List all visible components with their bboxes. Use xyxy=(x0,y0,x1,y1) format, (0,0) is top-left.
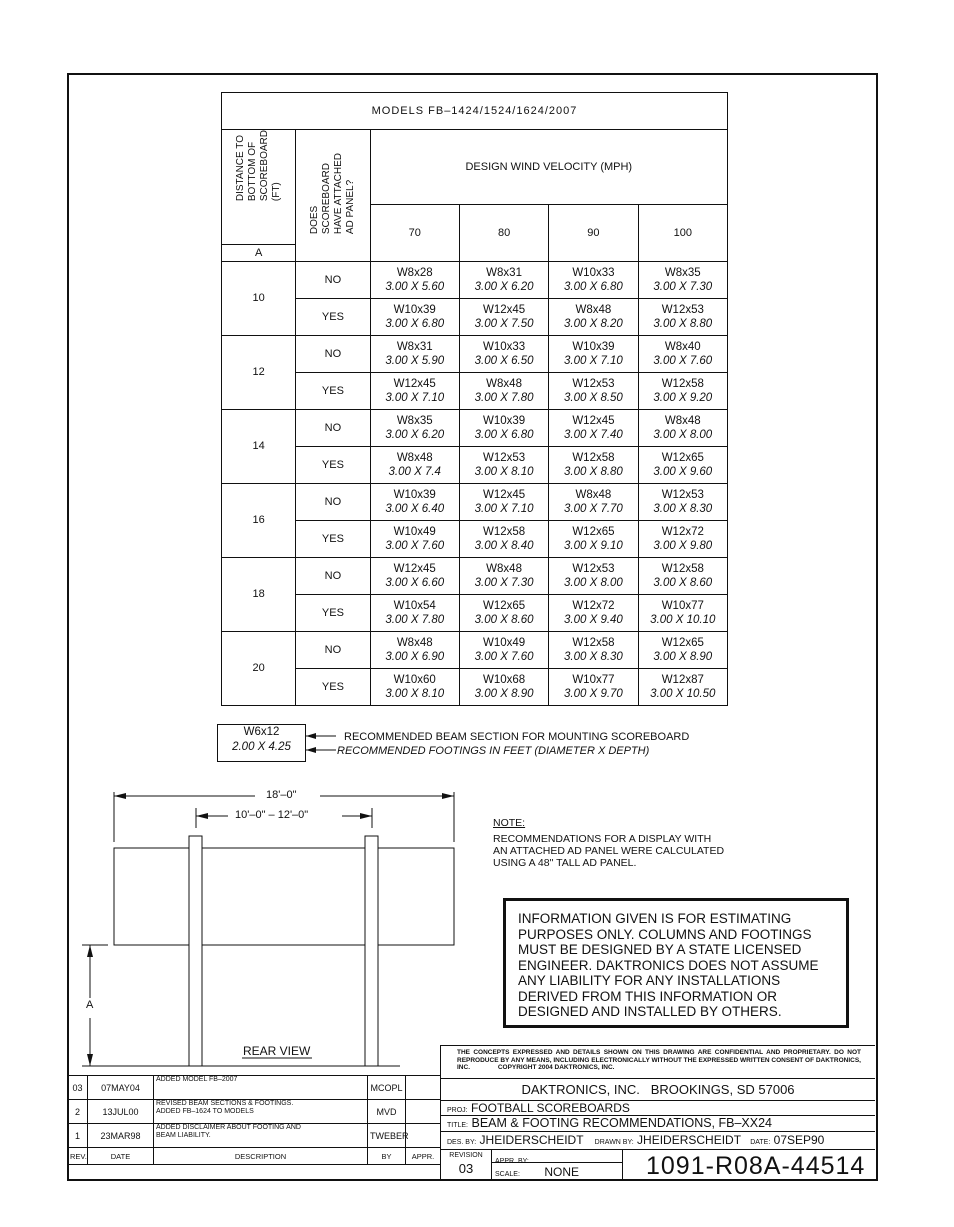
beam-section: W8x48 xyxy=(396,451,433,464)
revision-header-row xyxy=(68,1148,441,1165)
footing-size: 3.00 X 7.70 xyxy=(564,502,623,515)
footing-size: 3.00 X 8.60 xyxy=(474,613,534,626)
date-label: DATE: xyxy=(750,1139,771,1146)
recommendation-cell xyxy=(638,483,727,520)
recommendation-cell xyxy=(638,372,727,409)
recommendation-cell xyxy=(638,520,727,557)
table-row xyxy=(222,335,728,372)
table-row xyxy=(222,594,728,631)
revision-row xyxy=(68,1124,441,1148)
revision-row xyxy=(68,1100,441,1124)
beam-section: W8x31 xyxy=(486,266,522,279)
beam-section: W12x58 xyxy=(661,562,704,575)
velocity-90: 90 xyxy=(549,204,638,261)
recommendation-cell xyxy=(549,520,638,557)
footing-size: 3.00 X 7.10 xyxy=(385,391,445,404)
appr-header: APPR. xyxy=(406,1148,441,1165)
rev-header: REV. xyxy=(68,1148,88,1165)
recommendation-cell xyxy=(549,668,638,705)
rev-appr xyxy=(406,1124,441,1148)
footing-size: 3.00 X 6.50 xyxy=(474,354,534,367)
distance-cell: 10 xyxy=(222,261,296,335)
beam-section: W10x39 xyxy=(393,303,436,316)
beam-section: W12x65 xyxy=(661,636,704,649)
company-line: DAKTRONICS, INC. BROOKINGS, SD 57006 xyxy=(441,1078,875,1100)
footing-size: 3.00 X 7.40 xyxy=(564,428,623,441)
legend-footing: 2.00 X 4.25 xyxy=(232,741,291,753)
footing-size: 3.00 X 8.40 xyxy=(474,539,534,552)
beam-section: W12x58 xyxy=(572,636,615,649)
beam-section: W12x72 xyxy=(661,525,704,538)
distance-header xyxy=(222,130,296,205)
rev-by: TWEBER xyxy=(368,1124,406,1148)
revision-number: 03 xyxy=(458,1161,474,1176)
distance-cell: 16 xyxy=(222,483,296,557)
post-spacing-dimension: 10'–0" – 12'–0" xyxy=(235,809,309,821)
scale-label: SCALE: xyxy=(495,1171,520,1178)
ad-panel-cell: YES xyxy=(296,372,370,409)
designed-by: JHEIDERSCHEIDT xyxy=(479,1133,584,1147)
rev-number: 03 xyxy=(68,1076,88,1100)
beam-section: W12x65 xyxy=(661,451,704,464)
distance-cell: 20 xyxy=(222,631,296,705)
recommendation-cell xyxy=(549,409,638,446)
table-row xyxy=(222,298,728,335)
footing-size: 3.00 X 8.10 xyxy=(474,465,534,478)
beam-section: W10x49 xyxy=(393,525,436,538)
recommendation-cell xyxy=(638,631,727,668)
table-row xyxy=(222,631,728,668)
footing-size: 3.00 X 10.10 xyxy=(650,613,716,626)
recommendation-cell xyxy=(370,594,459,631)
disclaimer-line: DESIGNED AND INSTALLED BY OTHERS. xyxy=(518,1004,782,1019)
designer-line xyxy=(441,1131,875,1149)
ad-panel-cell: NO xyxy=(296,409,370,446)
beam-section: W12x53 xyxy=(572,562,615,575)
rear-view-drawing xyxy=(70,780,470,1070)
rev-number: 2 xyxy=(68,1100,88,1124)
beam-section: W10x68 xyxy=(482,673,526,686)
footing-size: 3.00 X 8.80 xyxy=(653,317,713,330)
beam-section: W10x60 xyxy=(393,673,436,686)
table-row xyxy=(222,483,728,520)
beam-section: W8x48 xyxy=(575,303,612,316)
appr-label: APPR. BY: xyxy=(495,1158,529,1165)
title-label: TITLE: xyxy=(447,1122,469,1129)
rev-appr xyxy=(406,1100,441,1124)
rev-description: REVISED BEAM SECTIONS & FOOTINGS. ADDED FB–1624 TO MODELS xyxy=(154,1100,368,1124)
footing-size: 3.00 X 7.10 xyxy=(474,502,534,515)
recommendation-cell xyxy=(638,668,727,705)
recommendation-cell xyxy=(370,409,459,446)
distance-header-spacer xyxy=(222,204,296,244)
note-text xyxy=(493,833,724,869)
by-header: BY xyxy=(368,1148,406,1165)
rear-view-label: REAR VIEW xyxy=(243,1044,311,1058)
recommendation-cell xyxy=(459,668,548,705)
recommendation-cell xyxy=(638,594,727,631)
footing-size: 3.00 X 6.80 xyxy=(385,317,445,330)
footing-size: 3.00 X 6.20 xyxy=(385,428,445,441)
footing-size: 3.00 X 9.60 xyxy=(653,465,713,478)
note-title: NOTE: xyxy=(493,817,526,829)
recommendation-table xyxy=(221,92,728,706)
confidential-notice xyxy=(441,1045,875,1078)
footing-size: 3.00 X 6.40 xyxy=(385,502,445,515)
distance-letter: A xyxy=(222,244,296,261)
recommendation-cell xyxy=(638,298,727,335)
table-row xyxy=(222,520,728,557)
footing-size: 3.00 X 5.60 xyxy=(385,280,445,293)
beam-section: W12x58 xyxy=(482,525,526,538)
distance-cell: 18 xyxy=(222,557,296,631)
beam-section: W12x87 xyxy=(661,673,704,686)
footing-size: 3.00 X 8.20 xyxy=(564,317,623,330)
table-row xyxy=(222,668,728,705)
recommendation-cell xyxy=(459,520,548,557)
disclaimer-line: MUST BE DESIGNED BY A STATE LICENSED xyxy=(518,942,802,957)
table-row xyxy=(222,372,728,409)
recommendation-cell xyxy=(549,335,638,372)
beam-section: W8x35 xyxy=(396,414,433,427)
footing-size: 3.00 X 8.30 xyxy=(653,502,713,515)
beam-section: W12x45 xyxy=(393,377,436,390)
recommendation-cell xyxy=(370,631,459,668)
ad-panel-cell: NO xyxy=(296,483,370,520)
overall-dimension: 18'–0" xyxy=(266,789,297,801)
ad-panel-header-text: DOES SCOREBOARD HAVE ATTACHED AD PANEL? xyxy=(308,153,356,235)
recommendation-cell xyxy=(459,446,548,483)
disclaimer-line: PURPOSES ONLY. COLUMNS AND FOOTINGS xyxy=(518,926,812,942)
beam-section: W10x33 xyxy=(572,266,615,279)
disclaimer-line: ENGINEER. DAKTRONICS DOES NOT ASSUME xyxy=(518,957,819,973)
ad-panel-cell: YES xyxy=(296,594,370,631)
appr-box xyxy=(491,1150,623,1163)
recommendation-cell xyxy=(370,261,459,298)
revision-box xyxy=(441,1150,492,1181)
footing-size: 3.00 X 10.50 xyxy=(650,687,716,700)
footing-size: 3.00 X 7.60 xyxy=(385,539,445,552)
footing-size: 3.00 X 6.60 xyxy=(385,576,445,589)
ad-panel-cell: NO xyxy=(296,335,370,372)
recommendation-cell xyxy=(370,298,459,335)
rev-description: ADDED MODEL FB–2007 xyxy=(154,1076,368,1100)
rev-date: 13JUL00 xyxy=(88,1100,154,1124)
beam-section: W12x45 xyxy=(482,488,526,501)
footing-size: 3.00 X 7.60 xyxy=(653,354,713,367)
recommendation-cell xyxy=(549,631,638,668)
rev-appr xyxy=(406,1076,441,1100)
table-row xyxy=(222,261,728,298)
beam-section: W10x33 xyxy=(482,340,526,353)
footing-size: 3.00 X 8.90 xyxy=(474,687,534,700)
footing-size: 3.00 X 8.50 xyxy=(564,391,623,404)
recommendation-cell xyxy=(549,298,638,335)
revision-row xyxy=(68,1076,441,1100)
revision-scale-line xyxy=(441,1149,875,1180)
recommendation-cell xyxy=(638,335,727,372)
drawn-label: DRAWN BY: xyxy=(594,1139,634,1146)
beam-section: W12x65 xyxy=(482,599,526,612)
rev-date: 23MAR98 xyxy=(88,1124,154,1148)
recommendation-cell xyxy=(370,446,459,483)
table-title: MODELS FB–1424/1524/1624/2007 xyxy=(222,93,728,130)
scale-box xyxy=(491,1163,623,1181)
beam-section: W12x53 xyxy=(661,303,704,316)
recommendation-cell xyxy=(370,668,459,705)
footing-size: 3.00 X 8.80 xyxy=(564,465,623,478)
legend-box xyxy=(217,724,306,762)
rev-by: MVD xyxy=(368,1100,406,1124)
beam-section: W12x53 xyxy=(482,451,526,464)
table-row xyxy=(222,409,728,446)
beam-section: W12x53 xyxy=(661,488,704,501)
beam-section: W10x49 xyxy=(482,636,526,649)
footing-size: 3.00 X 6.90 xyxy=(385,650,445,663)
title-line xyxy=(441,1115,875,1131)
recommendation-cell xyxy=(638,557,727,594)
copyright-text: COPYRIGHT 2004 DAKTRONICS, INC. xyxy=(497,1064,615,1071)
footing-size: 3.00 X 9.40 xyxy=(564,613,623,626)
ad-panel-cell: YES xyxy=(296,520,370,557)
beam-section: W12x45 xyxy=(572,414,615,427)
footing-size: 3.00 X 7.4 xyxy=(388,465,441,478)
recommendation-cell xyxy=(459,594,548,631)
recommendation-cell xyxy=(459,557,548,594)
recommendation-cell xyxy=(459,298,548,335)
beam-section: W8x48 xyxy=(486,562,522,575)
disclaimer-line: DERIVED FROM THIS INFORMATION OR xyxy=(518,988,778,1004)
ad-panel-cell: YES xyxy=(296,298,370,335)
footing-size: 3.00 X 6.80 xyxy=(474,428,534,441)
beam-section: W8x31 xyxy=(396,340,433,353)
rev-date: 07MAY04 xyxy=(88,1076,154,1100)
drawing-date: 07SEP90 xyxy=(773,1133,825,1147)
recommendation-cell xyxy=(638,261,727,298)
recommendation-cell xyxy=(370,557,459,594)
beam-section: W8x28 xyxy=(396,266,433,279)
footing-size: 3.00 X 7.10 xyxy=(564,354,623,367)
beam-section: W8x35 xyxy=(664,266,701,279)
drawn-by: JHEIDERSCHEIDT xyxy=(637,1133,741,1147)
beam-section: W12x45 xyxy=(393,562,436,575)
note-line: USING A 48" TALL AD PANEL. xyxy=(493,857,637,869)
revision-label: REVISION xyxy=(449,1152,483,1159)
beam-section: W12x65 xyxy=(572,525,615,538)
revision-table xyxy=(67,1075,441,1165)
beam-section: W8x48 xyxy=(396,636,433,649)
recommendation-cell xyxy=(370,372,459,409)
table-row xyxy=(222,446,728,483)
proj-label: PROJ: xyxy=(447,1107,468,1114)
title-block xyxy=(440,1045,875,1180)
recommendation-cell xyxy=(459,335,548,372)
recommendation-cell xyxy=(459,372,548,409)
recommendation-cell xyxy=(638,446,727,483)
ad-panel-cell: NO xyxy=(296,261,370,298)
beam-section: W10x77 xyxy=(661,599,704,612)
beam-section: W12x58 xyxy=(572,451,615,464)
footing-size: 3.00 X 8.00 xyxy=(564,576,623,589)
ad-panel-header xyxy=(296,130,370,262)
beam-section: W10x39 xyxy=(393,488,436,501)
footing-size: 3.00 X 8.30 xyxy=(564,650,623,663)
velocity-70: 70 xyxy=(370,204,459,261)
des-label: DES. BY: xyxy=(447,1139,477,1146)
recommendation-cell xyxy=(638,409,727,446)
recommendation-cell xyxy=(549,446,638,483)
recommendation-cell xyxy=(370,335,459,372)
recommendation-cell xyxy=(370,520,459,557)
recommendation-cell xyxy=(459,631,548,668)
legend-beam: W6x12 xyxy=(243,726,280,738)
footing-size: 3.00 X 6.20 xyxy=(474,280,534,293)
recommendation-cell xyxy=(549,261,638,298)
height-dimension-label: A xyxy=(86,999,94,1011)
beam-section: W10x54 xyxy=(393,599,436,612)
recommendation-cell xyxy=(459,483,548,520)
distance-cell: 14 xyxy=(222,409,296,483)
recommendation-cell xyxy=(549,594,638,631)
ad-panel-cell: NO xyxy=(296,631,370,668)
footing-size: 3.00 X 5.90 xyxy=(385,354,445,367)
project-name: FOOTBALL SCOREBOARDS xyxy=(470,1101,630,1115)
footing-size: 3.00 X 8.90 xyxy=(653,650,713,663)
footing-size: 3.00 X 7.30 xyxy=(474,576,534,589)
table-row xyxy=(222,557,728,594)
rev-number: 1 xyxy=(68,1124,88,1148)
beam-section: W12x45 xyxy=(482,303,526,316)
beam-section: W10x39 xyxy=(482,414,526,427)
ad-panel-cell: YES xyxy=(296,446,370,483)
note-line: AN ATTACHED AD PANEL WERE CALCULATED xyxy=(493,845,725,857)
beam-section: W12x53 xyxy=(572,377,615,390)
recommendation-cell xyxy=(549,557,638,594)
beam-section: W8x48 xyxy=(486,377,522,390)
disclaimer-box xyxy=(503,898,849,1028)
beam-section: W10x39 xyxy=(572,340,615,353)
recommendation-cell xyxy=(370,483,459,520)
drawing-title: BEAM & FOOTING RECOMMENDATIONS, FB–XX24 xyxy=(471,1116,773,1130)
confidential-text: THE CONCEPTS EXPRESSED AND DETAILS SHOWN ON THIS DRAWING ARE CONFIDENTIAL AND PROPRIETARY. DO NOT REPRODUCE BY ANY MEANS, INCLUDING ELECTRONICALLY WITHOUT THE EXPRESSED WRITTEN CONSENT OF DAKTRONICS, INC. xyxy=(457,1049,861,1071)
beam-section: W8x48 xyxy=(664,414,701,427)
drawing-number: 1091-R08A-44514 xyxy=(646,1152,866,1180)
ad-panel-cell: YES xyxy=(296,668,370,705)
footing-size: 3.00 X 9.70 xyxy=(564,687,623,700)
scale-value: NONE xyxy=(544,1165,580,1179)
footing-size: 3.00 X 7.30 xyxy=(653,280,713,293)
beam-section: W8x48 xyxy=(575,488,612,501)
beam-section: W12x58 xyxy=(661,377,704,390)
note-line: RECOMMENDATIONS FOR A DISPLAY WITH xyxy=(493,833,712,845)
distance-header-text: DISTANCE TO BOTTOM OF SCOREBOARD (FT) xyxy=(234,130,282,202)
distance-cell: 12 xyxy=(222,335,296,409)
disclaimer-line: INFORMATION GIVEN IS FOR ESTIMATING xyxy=(518,911,792,926)
footing-size: 3.00 X 9.20 xyxy=(653,391,713,404)
footing-size: 3.00 X 7.50 xyxy=(474,317,534,330)
recommendation-cell xyxy=(549,372,638,409)
legend-beam-desc: RECOMMENDED BEAM SECTION FOR MOUNTING SCOREBOARD xyxy=(344,731,690,743)
velocity-header: DESIGN WIND VELOCITY (MPH) xyxy=(370,130,727,205)
footing-size: 3.00 X 6.80 xyxy=(564,280,623,293)
velocity-80: 80 xyxy=(459,204,548,261)
rev-by: MCOPL xyxy=(368,1076,406,1100)
description-header: DESCRIPTION xyxy=(154,1148,368,1165)
disclaimer-line: ANY LIABILITY FOR ANY INSTALLATIONS xyxy=(518,973,781,988)
footing-size: 3.00 X 7.80 xyxy=(385,613,445,626)
recommendation-cell xyxy=(549,483,638,520)
recommendation-cell xyxy=(459,409,548,446)
footing-size: 3.00 X 8.60 xyxy=(653,576,713,589)
legend-footing-desc: RECOMMENDED FOOTINGS IN FEET (DIAMETER X DEPTH) xyxy=(337,745,650,757)
recommendation-cell xyxy=(459,261,548,298)
footing-size: 3.00 X 9.80 xyxy=(653,539,713,552)
beam-section: W8x40 xyxy=(664,340,701,353)
velocity-100: 100 xyxy=(638,204,727,261)
footing-size: 3.00 X 8.00 xyxy=(653,428,713,441)
footing-size: 3.00 X 9.10 xyxy=(564,539,623,552)
ad-panel-cell: NO xyxy=(296,557,370,594)
rev-description: ADDED DISCLAIMER ABOUT FOOTING AND BEAM LIABILITY. xyxy=(154,1124,368,1148)
footing-size: 3.00 X 7.60 xyxy=(474,650,534,663)
project-line xyxy=(441,1100,875,1115)
footing-size: 3.00 X 8.10 xyxy=(385,687,445,700)
beam-section: W10x77 xyxy=(572,673,615,686)
footing-size: 3.00 X 7.80 xyxy=(474,391,534,404)
beam-section: W12x72 xyxy=(572,599,615,612)
date-header: DATE xyxy=(88,1148,154,1165)
